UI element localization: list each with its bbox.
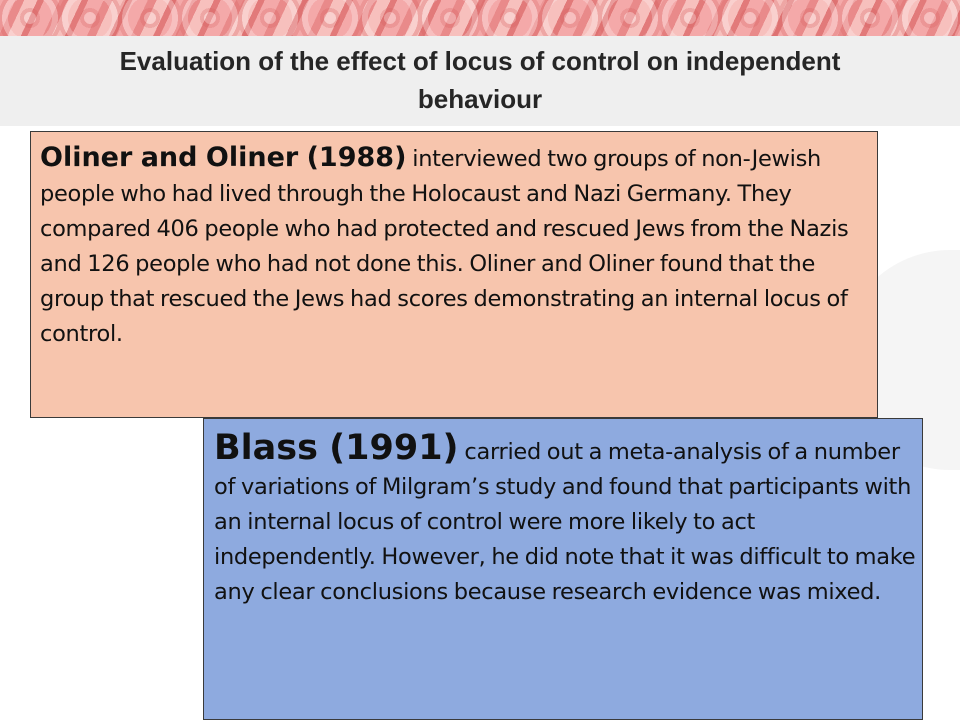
decorative-banner: [0, 0, 960, 36]
blass-study-heading: Blass (1991): [214, 428, 459, 468]
blass-study-text: carried out a meta-analysis of a number of variations of Milgram’s study and found that participants with an internal locus of control were more likely to act independently. However, he did note that it was difficult to make any clear conclusions because research evidence was mixed.: [214, 439, 916, 605]
oliner-study-heading: Oliner and Oliner (1988): [40, 142, 407, 173]
oliner-study-box: [30, 131, 878, 418]
blass-study-box: [203, 418, 923, 720]
oliner-study-text: interviewed two groups of non-Jewish people who had lived through the Holocaust and Nazi Germany. They compared 406 people who had protected and rescued Jews from the Nazis and 126 people who had not done this. Oliner and Oliner found that the group that rescued the Jews had scores demonstrating an internal locus of control.: [40, 146, 849, 347]
slide-title: Evaluation of the effect of locus of control on independent behaviour: [119, 46, 841, 114]
